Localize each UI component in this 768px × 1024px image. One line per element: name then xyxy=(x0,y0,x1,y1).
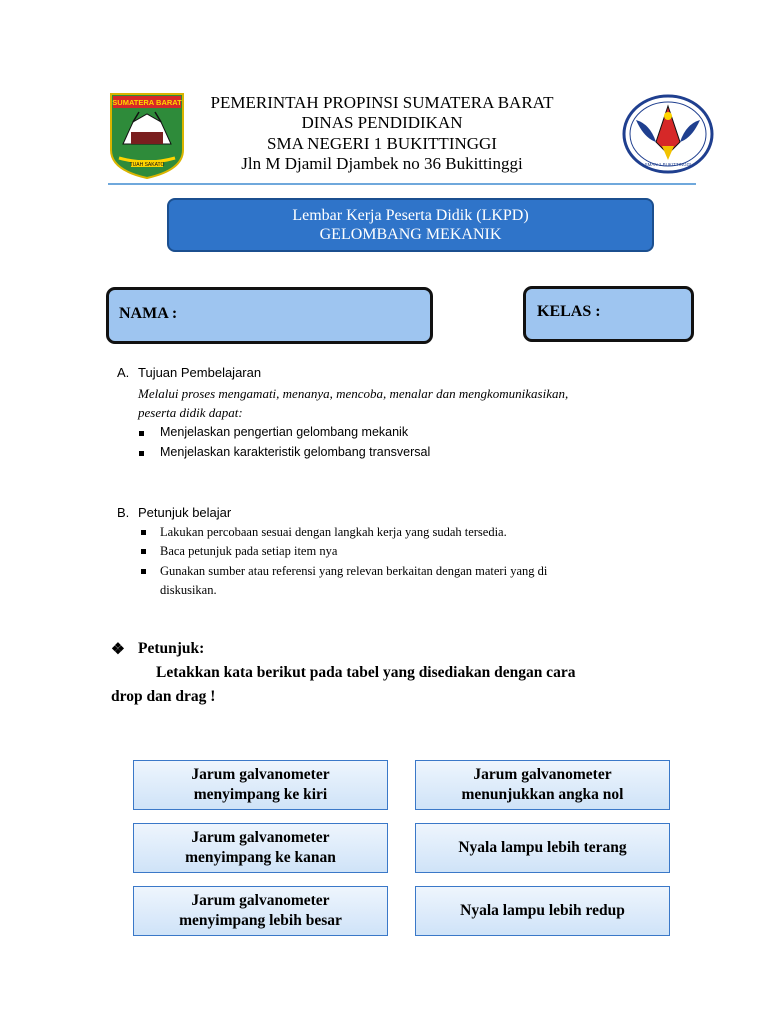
card-line-1: Nyala lampu lebih redup xyxy=(460,902,625,919)
section-a-intro-2: peserta didik dapat: xyxy=(138,405,243,420)
header-department: DINAS PENDIDIKAN xyxy=(301,113,463,132)
card-line-2: menyimpang lebih besar xyxy=(179,912,342,929)
petunjuk-symbol: ❖ xyxy=(111,641,125,658)
petunjuk-body-1: Letakkan kata berikut pada tabel yang disediakan dengan cara xyxy=(156,664,576,681)
section-a-letter: A. xyxy=(117,365,130,380)
section-a-title: Tujuan Pembelajaran xyxy=(138,365,262,380)
header-address: Jln M Djamil Djambek no 36 Bukittinggi xyxy=(241,154,523,173)
card-line-2: menyimpang ke kiri xyxy=(193,786,328,803)
section-b-bullet-1: Lakukan percobaan sesuai dengan langkah kerja yang sudah tersedia. xyxy=(160,525,507,539)
school-logo xyxy=(622,94,714,174)
card-line-1: Jarum galvanometer xyxy=(191,829,330,846)
logo-left-motto: TUAH SAKATO xyxy=(129,162,165,168)
drag-card[interactable] xyxy=(133,760,388,810)
logo-left-text: SUMATERA BARAT xyxy=(112,98,182,107)
card-line-1: Jarum galvanometer xyxy=(191,892,330,909)
petunjuk-title: Petunjuk: xyxy=(138,640,205,657)
card-line-1: Nyala lampu lebih terang xyxy=(458,839,627,856)
nama-label: NAMA : xyxy=(119,305,178,322)
logo-right-text: SMAN 1 BUKITTINGGI xyxy=(644,162,692,167)
card-line-1: Jarum galvanometer xyxy=(191,766,330,783)
card-line-2: menyimpang ke kanan xyxy=(185,849,336,866)
bullet-marker xyxy=(139,431,144,436)
card-line-2: menunjukkan angka nol xyxy=(461,786,624,803)
section-a-bullet-1: Menjelaskan pengertian gelombang mekanik xyxy=(160,425,409,439)
section-b-letter: B. xyxy=(117,505,130,520)
title-line-1: Lembar Kerja Peserta Didik (LKPD) xyxy=(292,207,529,224)
section-b-bullet-2: Baca petunjuk pada setiap item nya xyxy=(160,544,338,558)
section-a-bullet-2: Menjelaskan karakteristik gelombang transversal xyxy=(160,445,431,459)
bullet-marker xyxy=(139,451,144,456)
section-b-bullet-3: Gunakan sumber atau referensi yang relevan berkaitan dengan materi yang di xyxy=(160,564,548,578)
header-school: SMA NEGERI 1 BUKITTINGGI xyxy=(267,134,497,153)
kelas-label: KELAS : xyxy=(537,303,601,320)
title-line-2: GELOMBANG MEKANIK xyxy=(319,226,502,243)
section-a-intro-1: Melalui proses mengamati, menanya, mencoba, menalar dan mengkomunikasikan, xyxy=(138,386,569,401)
bullet-marker xyxy=(141,530,146,535)
drag-card[interactable] xyxy=(415,760,670,810)
card-line-1: Jarum galvanometer xyxy=(473,766,612,783)
bullet-marker xyxy=(141,569,146,574)
drag-card[interactable] xyxy=(133,886,388,936)
section-b-title: Petunjuk belajar xyxy=(138,505,232,520)
drag-card[interactable] xyxy=(133,823,388,873)
header-divider xyxy=(108,183,696,185)
header-government: PEMERINTAH PROPINSI SUMATERA BARAT xyxy=(210,93,554,112)
drag-card[interactable] xyxy=(415,823,670,873)
petunjuk-body-2: drop dan drag ! xyxy=(111,688,216,705)
bullet-marker xyxy=(141,549,146,554)
section-b-bullet-3-cont: diskusikan. xyxy=(160,583,217,597)
drag-card[interactable] xyxy=(415,886,670,936)
